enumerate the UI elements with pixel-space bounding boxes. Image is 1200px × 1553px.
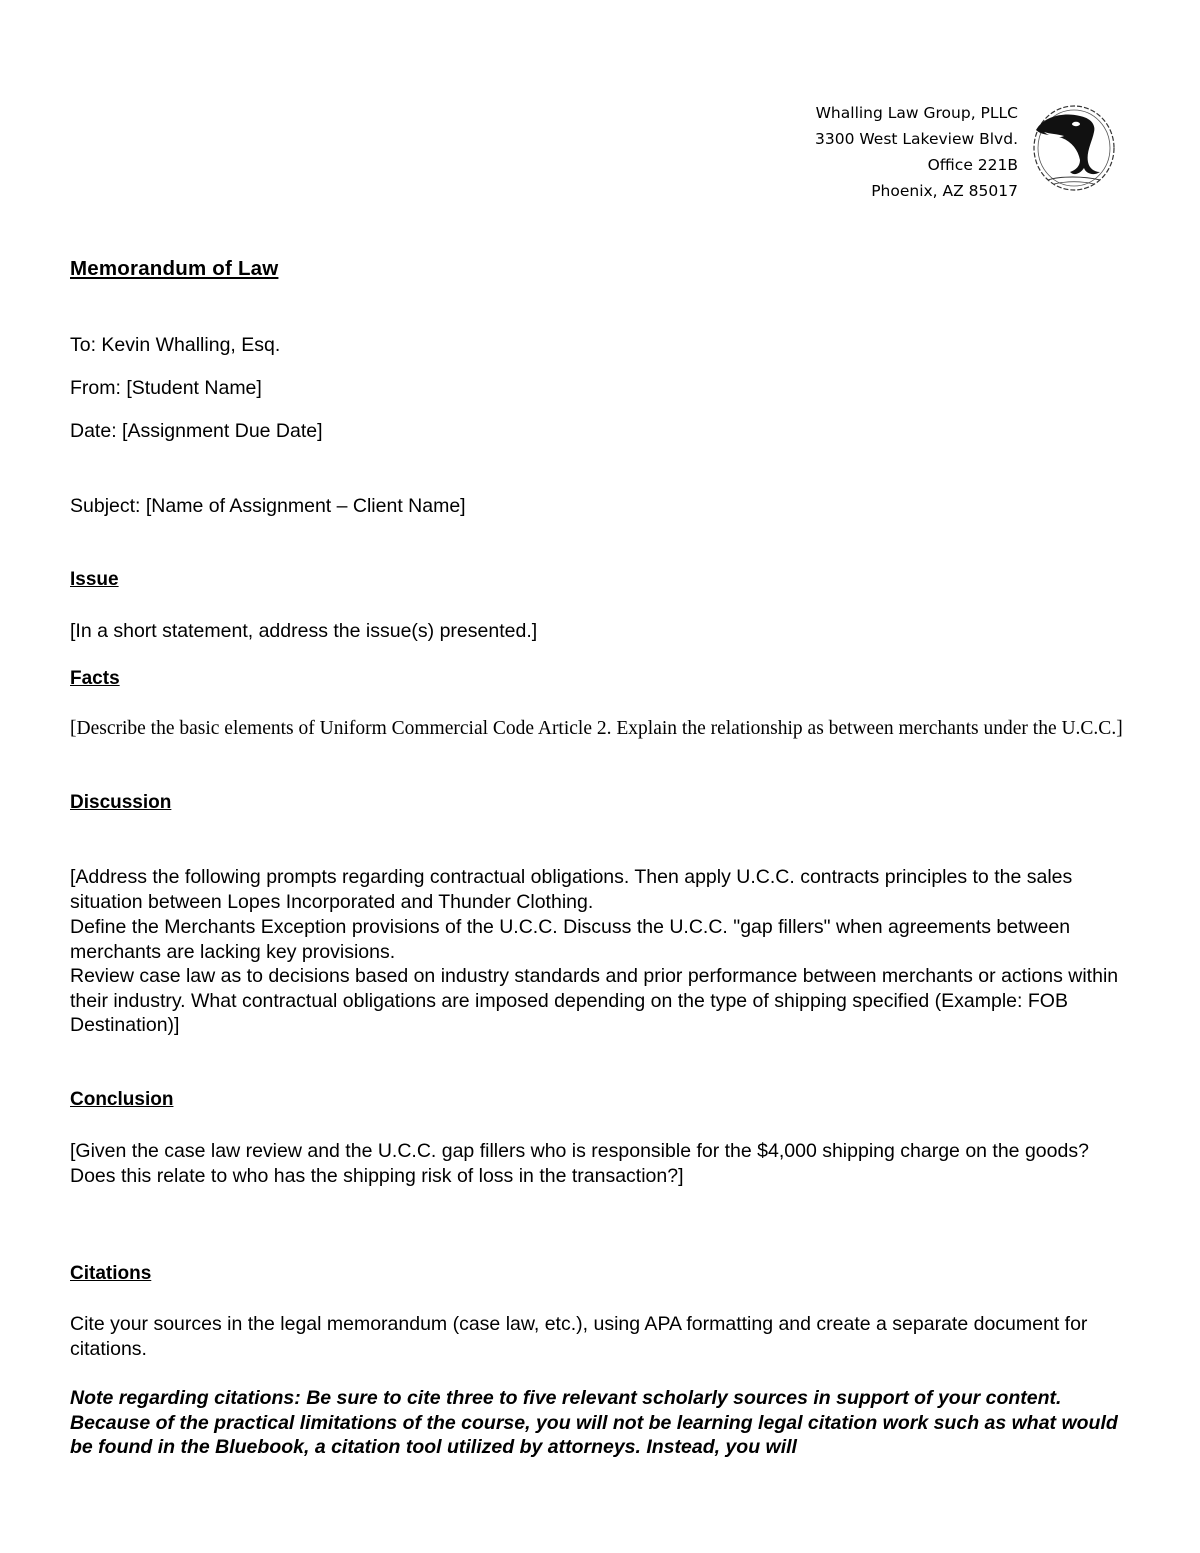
firm-city: Phoenix, AZ 85017: [871, 182, 1018, 200]
conclusion-body: [Given the case law review and the U.C.C. gap fillers who is responsible for the $4,000 shipping charge on the goods? Does this relate to who has the shipping risk of loss in the transaction?]: [70, 1140, 1089, 1187]
issue-heading: Issue: [70, 569, 119, 590]
page-title: Memorandum of Law: [70, 257, 279, 280]
discussion-paragraph-3: Review case law as to decisions based on industry standards and prior performance between merchants or actions within their industry. What contractual obligations are imposed depending on the type of shipping specified (Example: FOB Destination)]: [70, 965, 1119, 1036]
discussion-heading: Discussion: [70, 792, 172, 813]
discussion-paragraph-1: [Address the following prompts regarding contractual obligations. Then apply U.C.C. contracts principles to the sales situation between Lopes Incorporated and Thunder Clothing.: [70, 866, 1073, 913]
citations-note: Note regarding citations: Be sure to cite three to five relevant scholarly sources in support of your content. Because of the practical limitations of the course, you will not be learning legal citation work such as what would be found in the Bluebook, a citation tool utilized by attorneys. Instead, you will: [70, 1387, 1118, 1458]
orca-whale-logo-icon: [1030, 102, 1118, 194]
discussion-paragraph-2: Define the Merchants Exception provisions of the U.C.C. Discuss the U.C.C. "gap fillers" when agreements between merchants are lacking key provisions.: [70, 916, 1071, 963]
facts-body: [Describe the basic elements of Uniform Commercial Code Article 2. Explain the relationship as between merchants under the U.C.C.]: [70, 718, 1123, 739]
firm-office: Office 221B: [927, 156, 1018, 174]
firm-street: 3300 West Lakeview Blvd.: [815, 130, 1018, 148]
conclusion-heading: Conclusion: [70, 1089, 174, 1110]
letterhead: [815, 100, 1018, 204]
citations-heading: Citations: [70, 1263, 152, 1284]
memo-date: Date: [Assignment Due Date]: [70, 420, 323, 442]
memo-subject: Subject: [Name of Assignment – Client Name]: [70, 495, 466, 517]
facts-heading: Facts: [70, 668, 120, 689]
memo-to: To: Kevin Whalling, Esq.: [70, 334, 281, 356]
citations-body: Cite your sources in the legal memorandum (case law, etc.), using APA formatting and create a separate document for citations.: [70, 1313, 1088, 1360]
firm-name: Whalling Law Group, PLLC: [815, 104, 1018, 122]
memo-from: From: [Student Name]: [70, 377, 262, 399]
issue-body: [In a short statement, address the issue(s) presented.]: [70, 620, 538, 642]
